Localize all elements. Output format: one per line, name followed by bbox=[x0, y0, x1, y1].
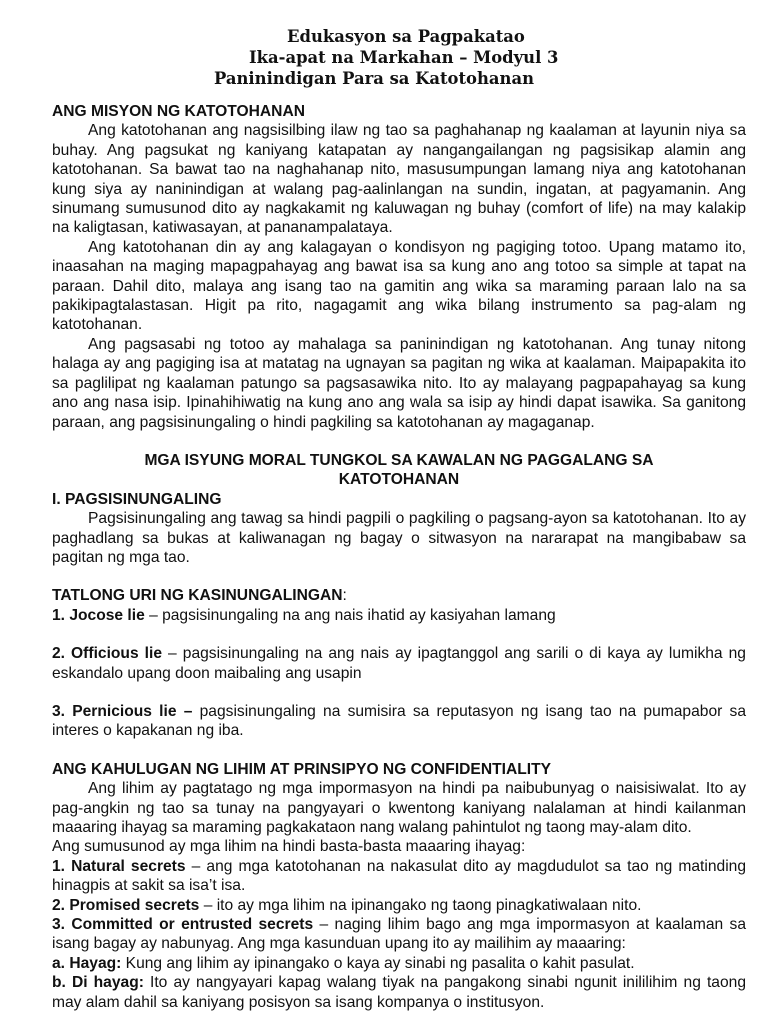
heading-line: MGA ISYUNG MORAL TUNGKOL SA KAWALAN NG PAGGALANG SA bbox=[144, 451, 654, 469]
list-text: pagsisinungaling na sumisira sa reputasyon ng isang tao na pumapabor sa interes o kapakanan ng iba. bbox=[52, 702, 746, 740]
list-term: 2. Promised secrets bbox=[52, 896, 200, 914]
list-term: b. Di hayag: bbox=[52, 974, 144, 992]
list-text: – pagsisinungaling na ang nais ay ipagtanggol ang sarili o di kaya ay lumikha ng eskandalo upang doon maibaling ang usapin bbox=[52, 645, 746, 682]
section-heading-misyon: ANG MISYON NG KATOTOHANAN bbox=[52, 103, 305, 120]
list-item bbox=[52, 896, 746, 915]
heading-line: KATOTOHANAN bbox=[338, 471, 460, 489]
list-text: Kung ang lihim ay ipinangako o kaya ay sinabi ng pasalita o kahit pasulat. bbox=[121, 954, 635, 972]
section-heading-uri bbox=[52, 586, 746, 605]
list-item bbox=[52, 606, 746, 625]
list-text: – pagsisinungaling na ang nais ihatid ay kasiyahan lamang bbox=[144, 606, 556, 624]
list-item bbox=[52, 857, 746, 896]
list-term: 1. Jocose lie bbox=[52, 606, 145, 624]
heading-text: TATLONG URI NG KASINUNGALINGAN bbox=[52, 587, 343, 605]
heading-colon: : bbox=[342, 587, 347, 605]
document-header bbox=[52, 26, 746, 89]
list-text: Ito ay nangyayari kapag walang tiyak na pangakong sinabi ngunit inililihim ng taong may alam dahil sa kaniyang posisyon sa isang kompanya o institusyon. bbox=[52, 974, 746, 1011]
list-item bbox=[52, 702, 746, 741]
paragraph: Ang katotohanan din ay ang kalagayan o kondisyon ng pagiging totoo. Upang matamo ito, inaasahan na maging mapagpahayag ang bawat isa sa kung ano ang totoo sa simple at tapat na paraan. Dahil dito, malaya ang isang tao na gamitin ang wika sa maraming paraan lalo na sa pakikipagtalastasan. Higit pa rito, nagagamit ang wika bilang instrumento sa pag-alam ng katotohanan. bbox=[52, 238, 746, 334]
sub-heading-pagsisinungaling: I. PAGSISINUNGALING bbox=[52, 490, 222, 508]
subject-title: Edukasyon sa Pagpakatao bbox=[287, 27, 525, 46]
list-text: – naging lihim bago ang mga impormasyon at kaalaman sa isang bagay ay nabunyag. Ang mga kasunduan upang ito ay mailihim ay maaaring: bbox=[52, 916, 746, 953]
list-term: 1. Natural secrets bbox=[52, 857, 186, 875]
paragraph: Ang katotohanan ang nagsisilbing ilaw ng tao sa paghahanap ng kaalaman at layunin niya sa buhay. Ang pagsukat ng kaniyang katapatan ay nangangailangan ng pagsisikap alamin ang katotohanan. Sa bawat tao na naghahanap nito, masusumpungan lamang niya ang katotohanan kung siya ay naninindigan at walang pag-aalinlangan na sundin, ingatan, at pagyamanin. Ang sinumang sumusunod dito ay nagkakamit ng kaluwagan ng buhay (comfort of life) na may kalakip na kaligtasan, katiwasayan, at pananampalataya. bbox=[52, 122, 746, 237]
list-item bbox=[52, 954, 746, 973]
section-heading-lihim: ANG KAHULUGAN NG LIHIM AT PRINSIPYO NG CONFIDENTIALITY bbox=[52, 760, 551, 778]
list-term: a. Hayag: bbox=[52, 954, 122, 972]
quarter-module: Ika-apat na Markahan – Modyul 3 bbox=[249, 48, 559, 67]
paragraph: Pagsisinungaling ang tawag sa hindi pagpili o pagkiling o pagsang-ayon sa katotohanan. Ito ay paghadlang sa bukas at kaliwanagan ng bagay o sitwasyon na nararapat na mangibabaw sa pagitan ng mga tao. bbox=[52, 510, 746, 566]
list-item bbox=[52, 644, 746, 683]
list-term: 3. Committed or entrusted secrets bbox=[52, 916, 314, 934]
list-text: – ang mga katotohanan na nakasulat dito ay magdudulot sa tao ng matinding hinagpis at sakit sa isa’t isa. bbox=[52, 857, 746, 895]
module-title: Paninindigan Para sa Katotohanan bbox=[214, 69, 534, 88]
list-item bbox=[52, 973, 746, 1012]
paragraph: Ang pagsasabi ng totoo ay mahalaga sa paninindigan ng katotohanan. Ang tunay nitong halaga ay ang pagiging isa at matatag na ugnayan sa pagitan ng wika at kaalaman. Maipapakita ito sa paglilipat ng kaalaman patungo sa pagsasawika nito. Ito ay malayang pagpapahayag sa kung ano ang nasa isip. Ipinahihiwatig na kung ano ang wala sa isip ay hindi dapat isawika. Sa ganitong paraan, ang pagsisinungaling o hindi pagkiling sa katotohanan ay magaganap. bbox=[52, 335, 746, 431]
list-item bbox=[52, 915, 746, 954]
list-term: 3. Pernicious lie – bbox=[52, 702, 193, 720]
list-text: – ito ay mga lihim na ipinangako ng taong pinagkatiwalaan nito. bbox=[199, 896, 642, 914]
paragraph: Ang sumusunod ay mga lihim na hindi basta-basta maaaring ihayag: bbox=[52, 838, 526, 856]
list-term: 2. Officious lie bbox=[52, 645, 163, 663]
paragraph: Ang lihim ay pagtatago ng mga impormasyon na hindi pa naibubunyag o naisisiwalat. Ito ay pag-angkin ng tao sa tunay na pangyayari o kwentong kaniyang nalalaman at hindi kailanman maaaring ihayag sa maraming pagkakataon nang walang pahintulot ng taong may-alam dito. bbox=[52, 780, 746, 836]
section-heading-isyu bbox=[52, 451, 746, 490]
